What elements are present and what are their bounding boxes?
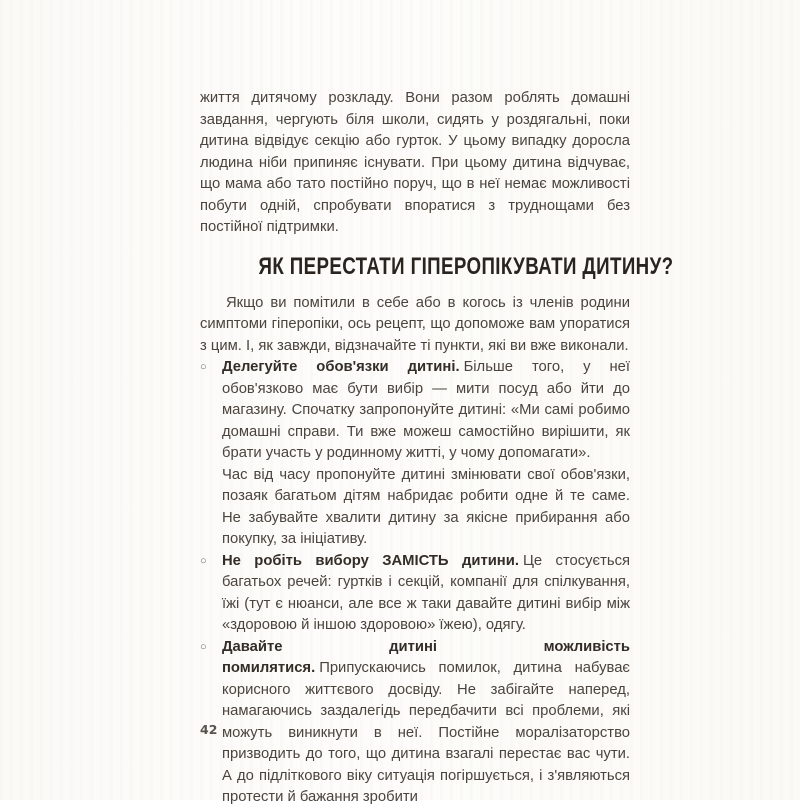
chapter-heading xyxy=(200,252,674,280)
bullet-bold-lead: Делегуйте обов'язки дитині. xyxy=(222,359,460,375)
circle-bullet-icon: ○ xyxy=(200,361,207,373)
bullet-bold-lead: Не робіть вибору ЗАМІСТЬ дитини. xyxy=(222,552,519,569)
bullet-item xyxy=(200,551,630,637)
bullet-item xyxy=(200,357,630,465)
text-column xyxy=(200,88,674,809)
bullet-list xyxy=(200,357,630,809)
bullet-body xyxy=(222,357,630,465)
bullet-body xyxy=(222,551,630,637)
bullet-body xyxy=(222,637,630,809)
bullet-bold-lead: Давайте дитині можливість помилятися. xyxy=(222,638,630,676)
page-number: 42 xyxy=(200,722,218,737)
bullet-text: Більше того, у неї обов'язково має бути вибір — мити посуд або йти до магазину. Спочатку запропонуйте дитині: «Ми самі робимо домашні справи. Ти вже можеш самостійно вирішити, як брати участь у родинному житті, у чому допомагати». xyxy=(222,359,631,461)
chapter-heading-text: ЯК ПЕРЕСТАТИ ГІПЕРОПІКУВАТИ ДИТИНУ? xyxy=(258,252,674,280)
circle-bullet-icon: ○ xyxy=(200,554,207,567)
bullet-text: Це стосується багатьох речей: гуртків і секцій, компанії для спілкування, їжі (тут є нюанси, але все ж таки давайте дитині вибір між «здоровою й іншою здоровою» їжею), одягу. xyxy=(222,552,630,633)
intro-paragraph: життя дитячому розкладу. Вони разом роблять домашні завдання, чергують біля школи, сидять у роздягальні, поки дитина відвідує секцію або гурток. У цьому випадку доросла людина ніби припиняє існувати. При цьому дитина відчуває, що мама або тато постійно поруч, що в неї немає можливості побути одній, спробувати впоратися з труднощами без постійної підтримки. xyxy=(200,90,630,235)
lead-paragraph: Якщо ви помітили в себе або в когось із членів родини симптоми гіперопіки, ось рецепт, що допоможе вам упоратися з цим. І, як завжди, відзначайте ті пункти, які ви вже виконали. xyxy=(200,294,630,354)
circle-bullet-icon: ○ xyxy=(200,640,207,653)
bullet-extra-paragraph: Час від часу пропонуйте дитині змінювати свої обов'язки, позаяк багатьом дітям набридає робити одне й те саме. Не забувайте хвалити дитину за якісне прибирання або покупку, за ініціативу. xyxy=(222,466,630,547)
bullet-item xyxy=(200,637,630,809)
bullet-text: Припускаючись помилок, дитина набуває корисного життєвого досвіду. Не забігайте наперед, намагаючись заздалегідь передбачити всі проблеми, які можуть виникнути в неї. Постійне моралізаторство призводить до того, що дитина взагалі перестає вас чути. А до підліткового віку ситуація погіршується, і з'являються протести й бажання зробити xyxy=(222,660,630,805)
